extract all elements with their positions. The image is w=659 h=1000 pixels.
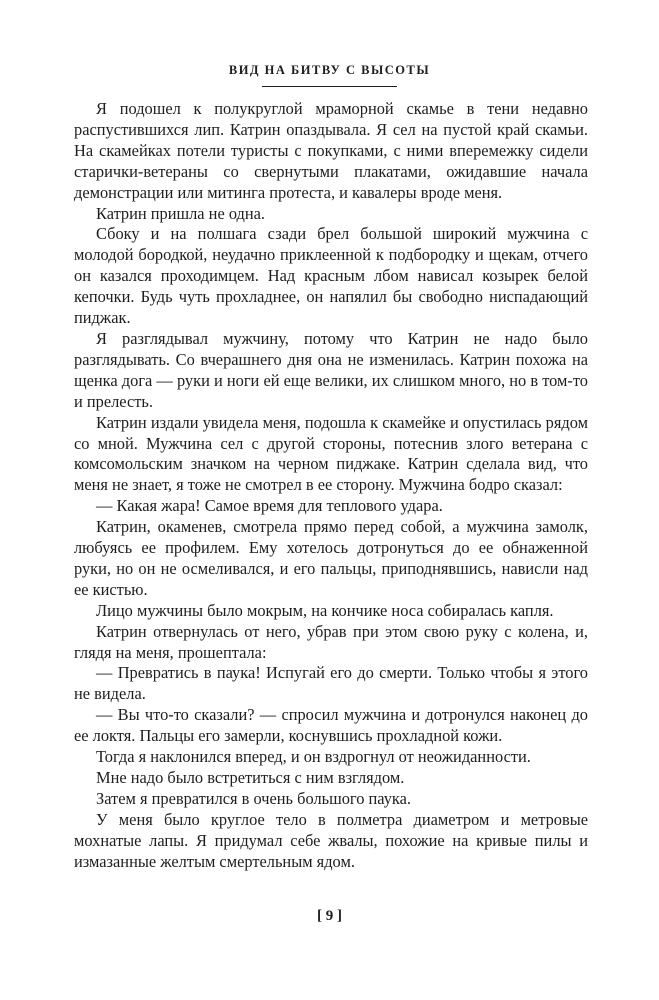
- paragraph: Катрин, окаменев, смотрела прямо перед собой, а мужчина замолк, любуясь ее профилем. Ему хотелось дотронуться до ее обнаженной руки, но он не осмеливался, и его пальцы, приподнявшись, нависли над ее кистью.: [74, 517, 588, 599]
- paragraph: Катрин издали увидела меня, подошла к скамейке и опустилась рядом со мной. Мужчина сел с другой стороны, потеснив злого ветерана с комсомольским значком на черном пиджаке. Катрин сделала вид, что меня не знает, я тоже не смотрел в ее сторону. Мужчина бодро сказал:: [74, 412, 588, 495]
- paragraph: Я подошел к полукруглой мраморной скамье в тени недавно распустившихся лип. Катрин опаздывала. Я сел на пустой край скамьи. На скамейках потели туристы с покупками, с ними вперемежку сидели старички-ветераны со свернутыми плакатами, ожидавшие начала демонстрации или митинга протеста, и кавалеры вроде меня.: [74, 99, 588, 202]
- body-text: [74, 99, 588, 873]
- page-number: [ 9 ]: [317, 908, 342, 924]
- paragraph: Катрин пришла не одна.: [96, 203, 266, 223]
- paragraph: Мне надо было встретиться с ним взглядом.: [96, 768, 405, 787]
- paragraph: — Вы что-то сказали? — спросил мужчина и дотронулся наконец до ее локтя. Пальцы его замерли, коснувшись прохладной кожи.: [74, 705, 588, 746]
- paragraph: У меня было круглое тело в полметра диаметром и метровые мохнатые лапы. Я придумал себе жвалы, похожие на кривые пилы и измазанные желтым смертельным ядом.: [74, 809, 588, 871]
- paragraph: — Превратись в паука! Испугай его до смерти. Только чтобы я этого не видела.: [74, 663, 588, 704]
- paragraph: Лицо мужчины было мокрым, на кончике носа собиралась капля.: [96, 600, 554, 620]
- running-header: ВИД НА БИТВУ С ВЫСОТЫ: [228, 63, 431, 77]
- paragraph: Тогда я наклонился вперед, и он вздрогнул от неожиданности.: [96, 747, 531, 767]
- paragraph: Катрин отвернулась от него, убрав при этом свою руку с колена, и, глядя на меня, прошептала:: [74, 621, 588, 662]
- paragraph: Я разглядывал мужчину, потому что Катрин не надо было разглядывать. Со вчерашнего дня она не изменилась. Катрин похожа на щенка дога — руки и ноги ей еще велики, их слишком много, но в том-то и прелесть.: [74, 328, 588, 411]
- header-rule: [262, 86, 397, 87]
- paragraph: — Какая жара! Самое время для теплового удара.: [96, 496, 443, 516]
- paragraph: Сбоку и на полшага сзади брел большой широкий мужчина с молодой бородкой, неудачно приклеенной к подбородку и щекам, отчего он казался проходимцем. Над красным лбом нависал козырек белой кепочки. Будь чуть прохладнее, он напялил бы свободно ниспадающий пиджак.: [74, 224, 588, 328]
- paragraph: Затем я превратился в очень большого паука.: [96, 788, 412, 808]
